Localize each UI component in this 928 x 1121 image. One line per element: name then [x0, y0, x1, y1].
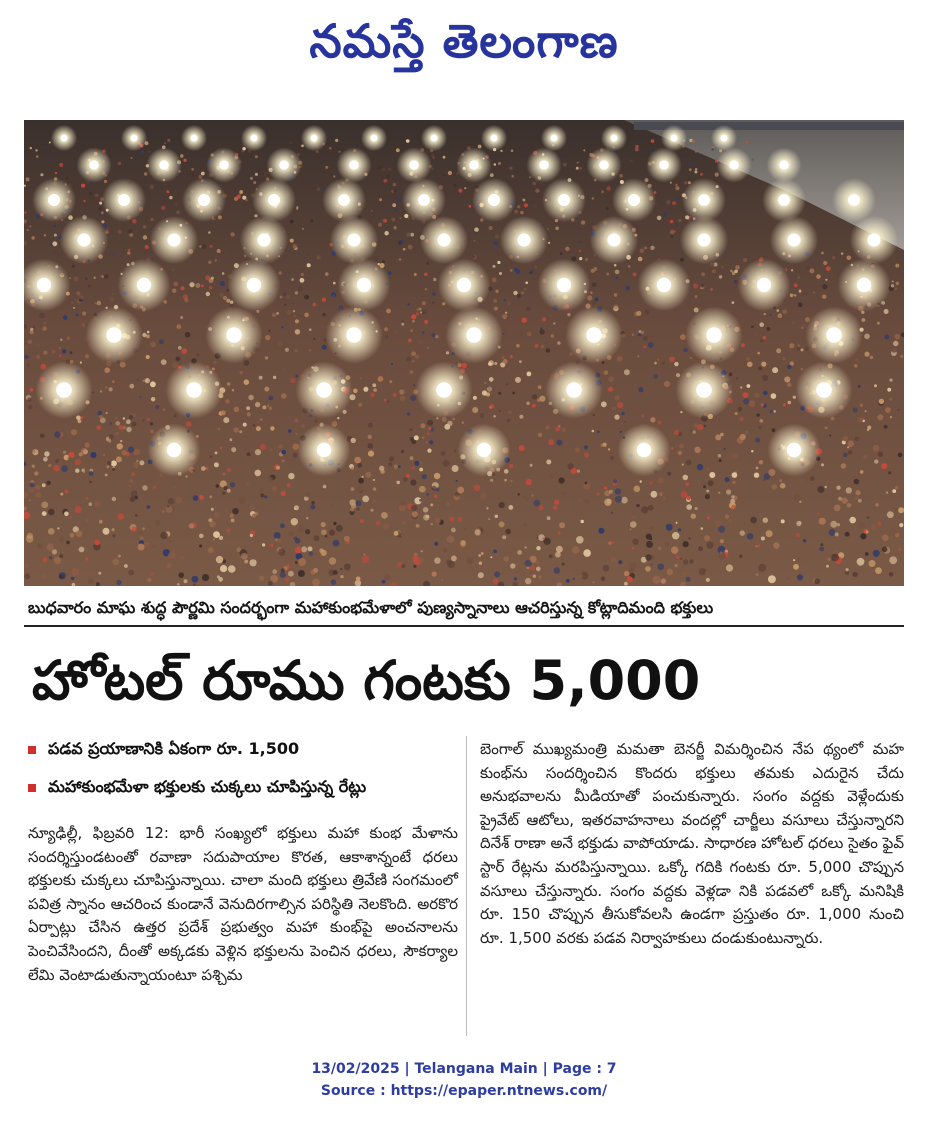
caption-text: బుధవారం మాఘ శుద్ధ పౌర్ణమి సందర్భంగా మహాకుంభమేళాలో పుణ్యస్నానాలు ఆచరిస్తున్న కోట్లాదిమంది భక్తులు [28, 598, 714, 617]
crowd-photo-image [24, 120, 904, 586]
photo-caption [24, 593, 904, 627]
bullet-item [24, 736, 454, 764]
bullet-item [24, 774, 454, 802]
footer-date-line: 13/02/2025 | Telangana Main | Page : 7 [311, 1061, 617, 1077]
bullet-square-icon [28, 746, 36, 754]
bullet-text: పడవ ప్రయాణానికి ఏకంగా రూ. 1,500 [48, 738, 300, 758]
article-column-left: న్యూఢిల్లీ, ఫిబ్రవరి 12: భారీ సంఖ్యలో భక్తులు మహా కుంభ మేళాను సందర్శిస్తుండటంతో రవాణా సదుపాయాల కొరత, ఆకాశాన్నంటే ధరలు భక్తులకు చుక్కలు చూపిస్తున్నాయి. చాలా మంది భక్తులు త్రివేణి సంగమంలో పవిత్ర స్నానం ఆచరించ కుండానే వెనుదిరగాల్సిన పరిస్థితి నెలకొంది. అరకొర ఏర్పాట్లు చేసిన ఉత్తర ప్రదేశ్ ప్రభుత్వం మహా కుంభ్‌పై అంచనాలను పెంచివేసిందని, దీంతో అక్కడకు వెళ్లిన భక్తులను పెంచిన ధరలు, సౌకర్యాల లేమి వెంటాడుతున్నాయంటూ పశ్చిమ [28, 824, 458, 984]
page-footer [0, 1058, 928, 1102]
footer-source-line: Source : https://epaper.ntnews.com/ [320, 1083, 608, 1099]
column-divider [466, 736, 467, 1036]
crowd-photo [24, 120, 904, 586]
article-column-right: బెంగాల్ ముఖ్యమంత్రి మమతా బెనర్జీ విమర్శించిన నేప థ్యంలో మహ కుంభ్‌ను సందర్శించిన కొందరు భక్తులు తమకు ఎదురైన చేదు అనుభవాలను మీడియాతో పంచుకున్నారు. సంగం వద్దకు వెళ్లేందుకు ప్రైవేట్ ఆటోలు, ఇతరవాహనాలు వందల్లో చార్జీలు వసూలు చేస్తున్నారని దినేశ్ రాణా అనే భక్తుడు వాపోయాడు. సాధారణ హోటల్ ధరలు సైతం ఫైవ్ స్టార్ రేట్లను మరపిస్తున్నాయి. ఒక్కో గదికి గంటకు రూ. 5,000 చొప్పున వసూలు చేస్తున్నారు. సంగం వద్దకు వెళ్లడా నికి పడవలో ఒక్కో మనిషికి రూ. 150 చొప్పున తీసుకోవలసి ఉండగా ప్రస్తుతం రూ. 1,000 నుంచి రూ. 1,500 వరకు పడవ నిర్వాహకులు దండుకుంటున్నారు. [480, 740, 904, 947]
headline [24, 636, 904, 726]
masthead-title: నమస్తే తెలంగాణ [309, 14, 619, 68]
bullet-text: మహాకుంభమేళా భక్తులకు చుక్కలు చూపిస్తున్న రేట్లు [48, 776, 367, 796]
headline-text: హోటల్ రూము గంటకు 5,000 [32, 649, 701, 712]
masthead [0, 2, 928, 82]
subheadline-bullets [24, 736, 454, 812]
bullet-square-icon [28, 784, 36, 792]
